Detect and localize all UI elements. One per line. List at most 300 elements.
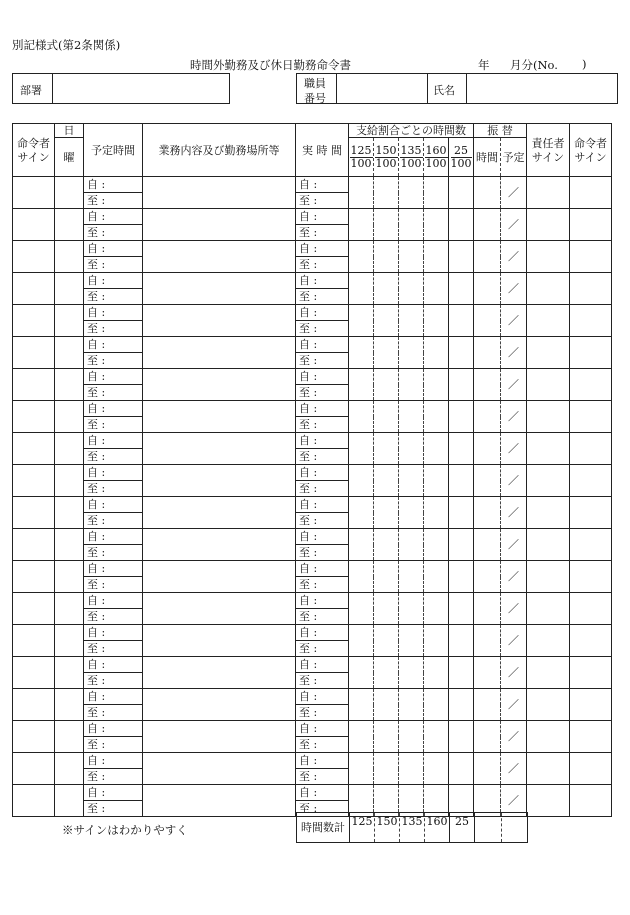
orderer-sign-cell[interactable] (13, 465, 55, 497)
rate-125-cell[interactable] (349, 305, 374, 337)
rate-150-cell[interactable] (374, 561, 399, 593)
scheduled-to-cell[interactable]: 至 : (84, 641, 143, 657)
scheduled-to-cell[interactable]: 至 : (84, 577, 143, 593)
rate-160-cell[interactable] (424, 689, 449, 721)
rate-25-cell[interactable] (449, 433, 474, 465)
actual-to-cell[interactable]: 至 : (296, 289, 349, 305)
swap-plan-cell[interactable]: ／ (501, 305, 527, 337)
rate-125-cell[interactable] (349, 593, 374, 625)
rate-25-cell[interactable] (449, 241, 474, 273)
orderer-sign2-cell[interactable] (570, 273, 612, 305)
orderer-sign-cell[interactable] (13, 561, 55, 593)
actual-from-cell[interactable]: 自 : (296, 241, 349, 257)
swap-time-cell[interactable] (474, 561, 501, 593)
day-weekday-cell[interactable] (55, 401, 84, 433)
actual-from-cell[interactable]: 自 : (296, 593, 349, 609)
rate-135-cell[interactable] (399, 689, 424, 721)
scheduled-to-cell[interactable]: 至 : (84, 673, 143, 689)
actual-from-cell[interactable]: 自 : (296, 337, 349, 353)
orderer-sign-cell[interactable] (13, 497, 55, 529)
actual-to-cell[interactable]: 至 : (296, 481, 349, 497)
orderer-sign2-cell[interactable] (570, 241, 612, 273)
orderer-sign-cell[interactable] (13, 337, 55, 369)
orderer-sign2-cell[interactable] (570, 721, 612, 753)
day-weekday-cell[interactable] (55, 305, 84, 337)
total-swap-time[interactable] (475, 813, 502, 843)
swap-time-cell[interactable] (474, 593, 501, 625)
rate-160-cell[interactable] (424, 177, 449, 209)
rate-160-cell[interactable] (424, 561, 449, 593)
swap-plan-cell[interactable]: ／ (501, 177, 527, 209)
scheduled-to-cell[interactable]: 至 : (84, 801, 143, 817)
rate-135-cell[interactable] (399, 433, 424, 465)
scheduled-to-cell[interactable]: 至 : (84, 609, 143, 625)
actual-from-cell[interactable]: 自 : (296, 689, 349, 705)
actual-to-cell[interactable]: 至 : (296, 609, 349, 625)
swap-time-cell[interactable] (474, 721, 501, 753)
rate-135-cell[interactable] (399, 209, 424, 241)
swap-plan-cell[interactable]: ／ (501, 785, 527, 817)
responsible-sign-cell[interactable] (527, 785, 570, 817)
orderer-sign2-cell[interactable] (570, 209, 612, 241)
work-content-cell[interactable] (143, 689, 296, 721)
actual-to-cell[interactable]: 至 : (296, 353, 349, 369)
rate-125-cell[interactable] (349, 753, 374, 785)
rate-150-cell[interactable] (374, 497, 399, 529)
swap-time-cell[interactable] (474, 369, 501, 401)
actual-from-cell[interactable]: 自 : (296, 433, 349, 449)
scheduled-to-cell[interactable]: 至 : (84, 193, 143, 209)
rate-25-cell[interactable] (449, 273, 474, 305)
day-weekday-cell[interactable] (55, 657, 84, 689)
orderer-sign2-cell[interactable] (570, 593, 612, 625)
rate-25-cell[interactable] (449, 561, 474, 593)
orderer-sign-cell[interactable] (13, 209, 55, 241)
scheduled-from-cell[interactable]: 自 : (84, 305, 143, 321)
work-content-cell[interactable] (143, 273, 296, 305)
orderer-sign2-cell[interactable] (570, 401, 612, 433)
rate-125-cell[interactable] (349, 721, 374, 753)
scheduled-from-cell[interactable]: 自 : (84, 721, 143, 737)
actual-from-cell[interactable]: 自 : (296, 657, 349, 673)
actual-from-cell[interactable]: 自 : (296, 273, 349, 289)
scheduled-to-cell[interactable]: 至 : (84, 257, 143, 273)
orderer-sign-cell[interactable] (13, 177, 55, 209)
swap-plan-cell[interactable]: ／ (501, 433, 527, 465)
work-content-cell[interactable] (143, 497, 296, 529)
rate-150-cell[interactable] (374, 721, 399, 753)
work-content-cell[interactable] (143, 337, 296, 369)
actual-to-cell[interactable]: 至 : (296, 673, 349, 689)
swap-time-cell[interactable] (474, 689, 501, 721)
rate-25-cell[interactable] (449, 529, 474, 561)
orderer-sign2-cell[interactable] (570, 305, 612, 337)
swap-time-cell[interactable] (474, 209, 501, 241)
swap-plan-cell[interactable]: ／ (501, 337, 527, 369)
rate-150-cell[interactable] (374, 273, 399, 305)
rate-135-cell[interactable] (399, 593, 424, 625)
rate-150-cell[interactable] (374, 529, 399, 561)
swap-time-cell[interactable] (474, 401, 501, 433)
rate-125-cell[interactable] (349, 369, 374, 401)
orderer-sign-cell[interactable] (13, 369, 55, 401)
actual-from-cell[interactable]: 自 : (296, 401, 349, 417)
orderer-sign-cell[interactable] (13, 785, 55, 817)
orderer-sign2-cell[interactable] (570, 337, 612, 369)
rate-135-cell[interactable] (399, 337, 424, 369)
orderer-sign2-cell[interactable] (570, 785, 612, 817)
rate-160-cell[interactable] (424, 433, 449, 465)
actual-to-cell[interactable]: 至 : (296, 385, 349, 401)
work-content-cell[interactable] (143, 177, 296, 209)
swap-plan-cell[interactable]: ／ (501, 465, 527, 497)
work-content-cell[interactable] (143, 593, 296, 625)
swap-plan-cell[interactable]: ／ (501, 657, 527, 689)
rate-125-cell[interactable] (349, 689, 374, 721)
rate-25-cell[interactable] (449, 689, 474, 721)
rate-25-cell[interactable] (449, 465, 474, 497)
orderer-sign-cell[interactable] (13, 689, 55, 721)
scheduled-to-cell[interactable]: 至 : (84, 513, 143, 529)
rate-160-cell[interactable] (424, 305, 449, 337)
total-swap-plan[interactable] (502, 813, 528, 843)
rate-160-cell[interactable] (424, 209, 449, 241)
actual-from-cell[interactable]: 自 : (296, 465, 349, 481)
actual-from-cell[interactable]: 自 : (296, 625, 349, 641)
work-content-cell[interactable] (143, 561, 296, 593)
orderer-sign-cell[interactable] (13, 401, 55, 433)
rate-150-cell[interactable] (374, 241, 399, 273)
actual-from-cell[interactable]: 自 : (296, 785, 349, 801)
swap-plan-cell[interactable]: ／ (501, 401, 527, 433)
scheduled-to-cell[interactable]: 至 : (84, 321, 143, 337)
rate-135-cell[interactable] (399, 241, 424, 273)
actual-to-cell[interactable]: 至 : (296, 737, 349, 753)
staff-no-field[interactable] (337, 74, 426, 103)
rate-150-cell[interactable] (374, 337, 399, 369)
actual-to-cell[interactable]: 至 : (296, 321, 349, 337)
responsible-sign-cell[interactable] (527, 529, 570, 561)
rate-125-cell[interactable] (349, 625, 374, 657)
rate-25-cell[interactable] (449, 657, 474, 689)
rate-25-cell[interactable] (449, 177, 474, 209)
responsible-sign-cell[interactable] (527, 689, 570, 721)
day-weekday-cell[interactable] (55, 241, 84, 273)
day-weekday-cell[interactable] (55, 753, 84, 785)
day-weekday-cell[interactable] (55, 689, 84, 721)
rate-125-cell[interactable] (349, 657, 374, 689)
actual-from-cell[interactable]: 自 : (296, 497, 349, 513)
swap-time-cell[interactable] (474, 241, 501, 273)
scheduled-from-cell[interactable]: 自 : (84, 785, 143, 801)
actual-from-cell[interactable]: 自 : (296, 753, 349, 769)
swap-plan-cell[interactable]: ／ (501, 273, 527, 305)
rate-135-cell[interactable] (399, 369, 424, 401)
work-content-cell[interactable] (143, 529, 296, 561)
day-weekday-cell[interactable] (55, 785, 84, 817)
work-content-cell[interactable] (143, 401, 296, 433)
work-content-cell[interactable] (143, 305, 296, 337)
rate-125-cell[interactable] (349, 465, 374, 497)
orderer-sign-cell[interactable] (13, 273, 55, 305)
day-weekday-cell[interactable] (55, 209, 84, 241)
day-weekday-cell[interactable] (55, 625, 84, 657)
rate-150-cell[interactable] (374, 689, 399, 721)
orderer-sign2-cell[interactable] (570, 177, 612, 209)
swap-time-cell[interactable] (474, 625, 501, 657)
actual-to-cell[interactable]: 至 : (296, 705, 349, 721)
day-weekday-cell[interactable] (55, 273, 84, 305)
rate-150-cell[interactable] (374, 625, 399, 657)
day-weekday-cell[interactable] (55, 433, 84, 465)
swap-plan-cell[interactable]: ／ (501, 721, 527, 753)
scheduled-to-cell[interactable]: 至 : (84, 705, 143, 721)
responsible-sign-cell[interactable] (527, 657, 570, 689)
orderer-sign2-cell[interactable] (570, 497, 612, 529)
scheduled-to-cell[interactable]: 至 : (84, 289, 143, 305)
rate-125-cell[interactable] (349, 241, 374, 273)
rate-135-cell[interactable] (399, 721, 424, 753)
rate-160-cell[interactable] (424, 721, 449, 753)
rate-25-cell[interactable] (449, 401, 474, 433)
day-weekday-cell[interactable] (55, 721, 84, 753)
orderer-sign-cell[interactable] (13, 241, 55, 273)
rate-135-cell[interactable] (399, 753, 424, 785)
responsible-sign-cell[interactable] (527, 561, 570, 593)
scheduled-from-cell[interactable]: 自 : (84, 529, 143, 545)
actual-to-cell[interactable]: 至 : (296, 577, 349, 593)
orderer-sign2-cell[interactable] (570, 625, 612, 657)
responsible-sign-cell[interactable] (527, 721, 570, 753)
rate-150-cell[interactable] (374, 305, 399, 337)
rate-25-cell[interactable] (449, 305, 474, 337)
orderer-sign-cell[interactable] (13, 721, 55, 753)
responsible-sign-cell[interactable] (527, 753, 570, 785)
rate-135-cell[interactable] (399, 177, 424, 209)
rate-125-cell[interactable] (349, 273, 374, 305)
day-weekday-cell[interactable] (55, 177, 84, 209)
swap-plan-cell[interactable]: ／ (501, 369, 527, 401)
scheduled-from-cell[interactable]: 自 : (84, 593, 143, 609)
rate-125-cell[interactable] (349, 433, 374, 465)
responsible-sign-cell[interactable] (527, 369, 570, 401)
work-content-cell[interactable] (143, 369, 296, 401)
actual-to-cell[interactable]: 至 : (296, 641, 349, 657)
actual-from-cell[interactable]: 自 : (296, 369, 349, 385)
swap-plan-cell[interactable]: ／ (501, 561, 527, 593)
rate-160-cell[interactable] (424, 625, 449, 657)
orderer-sign2-cell[interactable] (570, 657, 612, 689)
rate-150-cell[interactable] (374, 465, 399, 497)
rate-150-cell[interactable] (374, 657, 399, 689)
scheduled-from-cell[interactable]: 自 : (84, 497, 143, 513)
swap-plan-cell[interactable]: ／ (501, 593, 527, 625)
orderer-sign-cell[interactable] (13, 625, 55, 657)
scheduled-from-cell[interactable]: 自 : (84, 753, 143, 769)
responsible-sign-cell[interactable] (527, 177, 570, 209)
orderer-sign-cell[interactable] (13, 593, 55, 625)
day-weekday-cell[interactable] (55, 337, 84, 369)
rate-150-cell[interactable] (374, 593, 399, 625)
scheduled-from-cell[interactable]: 自 : (84, 241, 143, 257)
work-content-cell[interactable] (143, 209, 296, 241)
rate-125-cell[interactable] (349, 561, 374, 593)
responsible-sign-cell[interactable] (527, 497, 570, 529)
orderer-sign-cell[interactable] (13, 753, 55, 785)
swap-time-cell[interactable] (474, 465, 501, 497)
actual-from-cell[interactable]: 自 : (296, 561, 349, 577)
day-weekday-cell[interactable] (55, 465, 84, 497)
scheduled-from-cell[interactable]: 自 : (84, 401, 143, 417)
rate-160-cell[interactable] (424, 337, 449, 369)
scheduled-to-cell[interactable]: 至 : (84, 417, 143, 433)
rate-150-cell[interactable] (374, 401, 399, 433)
responsible-sign-cell[interactable] (527, 241, 570, 273)
scheduled-to-cell[interactable]: 至 : (84, 449, 143, 465)
rate-125-cell[interactable] (349, 497, 374, 529)
actual-from-cell[interactable]: 自 : (296, 305, 349, 321)
rate-160-cell[interactable] (424, 657, 449, 689)
swap-time-cell[interactable] (474, 433, 501, 465)
swap-time-cell[interactable] (474, 497, 501, 529)
actual-from-cell[interactable]: 自 : (296, 209, 349, 225)
work-content-cell[interactable] (143, 785, 296, 817)
swap-plan-cell[interactable]: ／ (501, 241, 527, 273)
orderer-sign-cell[interactable] (13, 657, 55, 689)
swap-plan-cell[interactable]: ／ (501, 753, 527, 785)
rate-125-cell[interactable] (349, 529, 374, 561)
swap-time-cell[interactable] (474, 305, 501, 337)
rate-25-cell[interactable] (449, 497, 474, 529)
rate-160-cell[interactable] (424, 241, 449, 273)
scheduled-from-cell[interactable]: 自 : (84, 689, 143, 705)
orderer-sign2-cell[interactable] (570, 561, 612, 593)
work-content-cell[interactable] (143, 625, 296, 657)
scheduled-from-cell[interactable]: 自 : (84, 337, 143, 353)
work-content-cell[interactable] (143, 433, 296, 465)
actual-from-cell[interactable]: 自 : (296, 177, 349, 193)
work-content-cell[interactable] (143, 721, 296, 753)
actual-to-cell[interactable]: 至 : (296, 417, 349, 433)
swap-plan-cell[interactable]: ／ (501, 689, 527, 721)
orderer-sign2-cell[interactable] (570, 369, 612, 401)
work-content-cell[interactable] (143, 241, 296, 273)
rate-135-cell[interactable] (399, 305, 424, 337)
swap-plan-cell[interactable]: ／ (501, 209, 527, 241)
orderer-sign2-cell[interactable] (570, 689, 612, 721)
rate-160-cell[interactable] (424, 529, 449, 561)
actual-to-cell[interactable]: 至 : (296, 449, 349, 465)
rate-25-cell[interactable] (449, 593, 474, 625)
day-weekday-cell[interactable] (55, 593, 84, 625)
responsible-sign-cell[interactable] (527, 401, 570, 433)
scheduled-to-cell[interactable]: 至 : (84, 769, 143, 785)
swap-time-cell[interactable] (474, 529, 501, 561)
scheduled-to-cell[interactable]: 至 : (84, 737, 143, 753)
day-weekday-cell[interactable] (55, 529, 84, 561)
swap-time-cell[interactable] (474, 273, 501, 305)
scheduled-from-cell[interactable]: 自 : (84, 433, 143, 449)
rate-150-cell[interactable] (374, 433, 399, 465)
scheduled-from-cell[interactable]: 自 : (84, 625, 143, 641)
actual-from-cell[interactable]: 自 : (296, 529, 349, 545)
swap-time-cell[interactable] (474, 753, 501, 785)
scheduled-from-cell[interactable]: 自 : (84, 657, 143, 673)
swap-plan-cell[interactable]: ／ (501, 625, 527, 657)
day-weekday-cell[interactable] (55, 561, 84, 593)
rate-150-cell[interactable] (374, 177, 399, 209)
rate-160-cell[interactable] (424, 465, 449, 497)
orderer-sign2-cell[interactable] (570, 465, 612, 497)
responsible-sign-cell[interactable] (527, 433, 570, 465)
rate-160-cell[interactable] (424, 273, 449, 305)
scheduled-from-cell[interactable]: 自 : (84, 561, 143, 577)
rate-160-cell[interactable] (424, 497, 449, 529)
actual-to-cell[interactable]: 至 : (296, 257, 349, 273)
rate-135-cell[interactable] (399, 497, 424, 529)
scheduled-to-cell[interactable]: 至 : (84, 385, 143, 401)
rate-25-cell[interactable] (449, 209, 474, 241)
swap-plan-cell[interactable]: ／ (501, 497, 527, 529)
swap-plan-cell[interactable]: ／ (501, 529, 527, 561)
rate-25-cell[interactable] (449, 753, 474, 785)
rate-125-cell[interactable] (349, 209, 374, 241)
actual-to-cell[interactable]: 至 : (296, 769, 349, 785)
scheduled-to-cell[interactable]: 至 : (84, 545, 143, 561)
rate-135-cell[interactable] (399, 465, 424, 497)
name-field[interactable] (467, 74, 617, 103)
scheduled-to-cell[interactable]: 至 : (84, 353, 143, 369)
actual-to-cell[interactable]: 至 : (296, 801, 349, 817)
rate-150-cell[interactable] (374, 753, 399, 785)
actual-from-cell[interactable]: 自 : (296, 721, 349, 737)
work-content-cell[interactable] (143, 465, 296, 497)
rate-135-cell[interactable] (399, 401, 424, 433)
rate-125-cell[interactable] (349, 337, 374, 369)
responsible-sign-cell[interactable] (527, 625, 570, 657)
responsible-sign-cell[interactable] (527, 337, 570, 369)
responsible-sign-cell[interactable] (527, 305, 570, 337)
orderer-sign-cell[interactable] (13, 305, 55, 337)
orderer-sign-cell[interactable] (13, 433, 55, 465)
responsible-sign-cell[interactable] (527, 593, 570, 625)
actual-to-cell[interactable]: 至 : (296, 545, 349, 561)
rate-125-cell[interactable] (349, 401, 374, 433)
actual-to-cell[interactable]: 至 : (296, 225, 349, 241)
rate-25-cell[interactable] (449, 721, 474, 753)
responsible-sign-cell[interactable] (527, 273, 570, 305)
swap-time-cell[interactable] (474, 337, 501, 369)
rate-160-cell[interactable] (424, 593, 449, 625)
rate-160-cell[interactable] (424, 401, 449, 433)
rate-25-cell[interactable] (449, 369, 474, 401)
rate-135-cell[interactable] (399, 273, 424, 305)
scheduled-to-cell[interactable]: 至 : (84, 225, 143, 241)
orderer-sign2-cell[interactable] (570, 529, 612, 561)
swap-time-cell[interactable] (474, 177, 501, 209)
work-content-cell[interactable] (143, 657, 296, 689)
scheduled-to-cell[interactable]: 至 : (84, 481, 143, 497)
rate-135-cell[interactable] (399, 657, 424, 689)
rate-160-cell[interactable] (424, 753, 449, 785)
department-field[interactable] (53, 74, 229, 103)
rate-25-cell[interactable] (449, 337, 474, 369)
actual-to-cell[interactable]: 至 : (296, 193, 349, 209)
work-content-cell[interactable] (143, 753, 296, 785)
day-weekday-cell[interactable] (55, 497, 84, 529)
actual-to-cell[interactable]: 至 : (296, 513, 349, 529)
swap-time-cell[interactable] (474, 657, 501, 689)
